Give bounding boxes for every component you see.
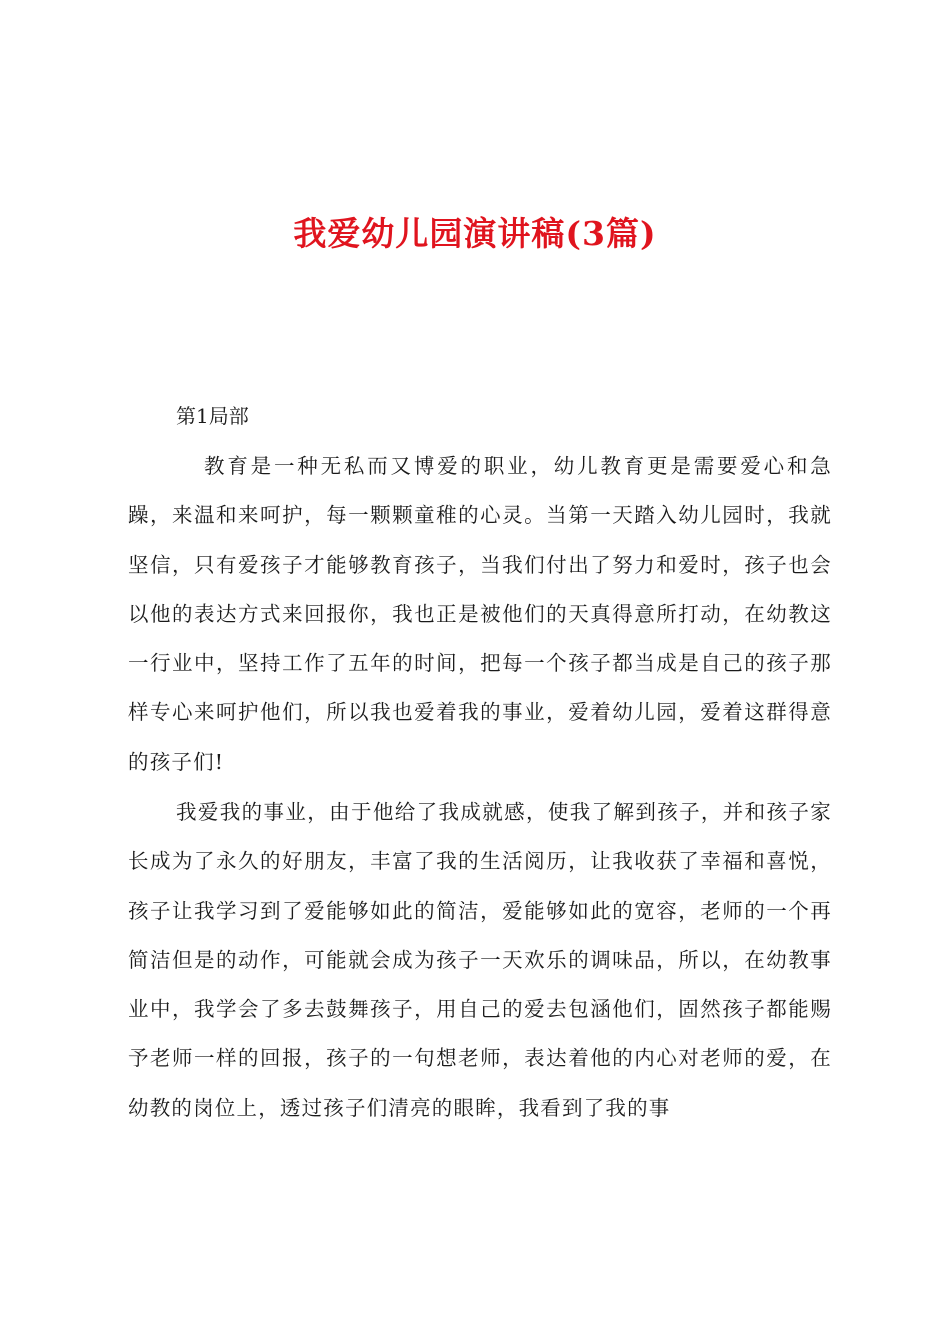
body-paragraph-1: 教育是一种无私而又博爱的职业，幼儿教育更是需要爱心和急躁，来温和来呵护，每一颗颗童稚的心灵。当第一天踏入幼儿园时，我就坚信，只有爱孩子才能够教育孩子，当我们付出了努力和爱时，孩子也会以他的表达方式来回报你，我也正是被他们的天真得意所打动，在幼教这一行业中，坚持工作了五年的时间，把每一个孩子都当成是自己的孩子那样专心来呵护他们，所以我也爱着我的事业，爱着幼儿园，爱着这群得意的孩子们! <box>128 454 832 774</box>
body-paragraph-2: 我爱我的事业，由于他给了我成就感，使我了解到孩子，并和孩子家长成为了永久的好朋友，丰富了我的生活阅历，让我收获了幸福和喜悦，孩子让我学习到了爱能够如此的简洁，爱能够如此的宽容，老师的一个再简洁但是的动作，可能就会成为孩子一天欢乐的调味品，所以，在幼教事业中，我学会了多去鼓舞孩子，用自己的爱去包涵他们，固然孩子都能赐予老师一样的回报，孩子的一句想老师，表达着他的内心对老师的爱，在幼教的岗位上，透过孩子们清亮的眼眸，我看到了我的事 <box>128 800 832 1120</box>
section-label: 第1局部 <box>176 404 249 428</box>
document-title: 我爱幼儿园演讲稿(3篇) <box>293 214 657 253</box>
